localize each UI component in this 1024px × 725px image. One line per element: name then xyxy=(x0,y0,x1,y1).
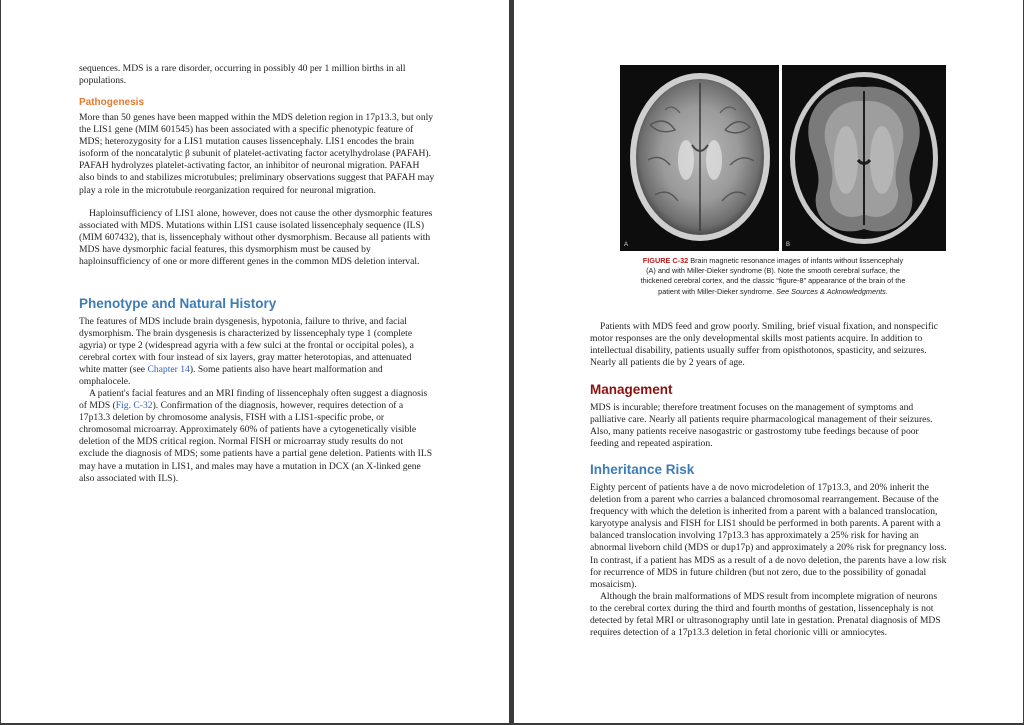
mri-lissencephaly-brain-graphic xyxy=(782,65,946,251)
figure-caption xyxy=(638,256,908,297)
intro-paragraph: sequences. MDS is a rare disorder, occurring in possibly 40 per 1 million births in all populations. xyxy=(79,63,406,87)
pathogenesis-heading: Pathogenesis xyxy=(79,97,145,108)
mri-normal-brain-graphic xyxy=(620,65,779,251)
figure-caption-label: FIGURE C-32 xyxy=(642,256,689,265)
phenotype-heading: Phenotype and Natural History xyxy=(79,296,277,311)
phenotype-p1-text-b: ). Some patients also have heart malformation and omphalocele. xyxy=(79,364,383,388)
mri-image-mds xyxy=(782,65,946,251)
figure-c32-link[interactable]: Fig. C-32 xyxy=(115,400,153,412)
right-page xyxy=(514,0,1023,723)
chapter-14-link[interactable]: Chapter 14 xyxy=(147,364,190,376)
inheritance-risk-heading: Inheritance Risk xyxy=(590,462,695,477)
phenotype-paragraph-2 xyxy=(79,388,435,485)
figure-caption-source: See Sources & Acknowledgments. xyxy=(776,286,888,296)
left-page xyxy=(1,0,509,723)
mri-image-normal xyxy=(620,65,779,251)
phenotype-continued-paragraph: Patients with MDS feed and grow poorly. Smiling, brief visual fixation, and nonspecific motor responses are the only developmental skills most patients acquire. In addition to intellectual disability, patients usually suffer from opisthotonos, spasticity, and seizures. Nearly all patients die by 2 years of age. xyxy=(590,321,939,369)
figure-caption-text: Brain magnetic resonance images of infants without lissencephaly (A) and with Miller-Dieker syndrome (B). Note the smooth cerebral surface, the thickened cerebral cortex, and the classic “figure-8” appearance of the brain of the patient with Miller-Dieker syndrome. xyxy=(640,256,906,296)
inheritance-paragraph-2: Although the brain malformations of MDS result from incomplete migration of neurons to the cerebral cortex during the third and fourth months of gestation, lissencephaly is not detected by fetal MRI or ultrasonography until late in gestation. Prenatal diagnosis of MDS requires detection of a 17p13.3 deletion in fetal chorionic villi or amniocytes. xyxy=(590,591,941,639)
management-heading: Management xyxy=(590,382,673,397)
phenotype-p2-text-b: ). Confirmation of the diagnosis, however, requires detection of a 17p13.3 deletion by chromosome analysis, FISH with a LIS1-specific probe, or chromosomal microarray. Approximately 60% of patients have a cytogenetically visible deletion of the MDS critical region. Normal FISH or microarray study results do not exclude the diagnosis of MDS; some patients have a partial gene deletion. Patients with ILS may have a mutation in LIS1, and males may have a mutation in DCX (an X-linked gene also associated with ILS). xyxy=(79,400,433,484)
mri-label-a: A xyxy=(624,242,629,248)
inheritance-paragraph-1: Eighty percent of patients have a de novo microdeletion of 17p13.3, and 20% inherit the deletion from a parent who carries a balanced chromosomal rearrangement. Because of the frequency with which the deletion is inherited from a parent with a balanced translocation, karyotype analysis and FISH for LIS1 should be performed in both parents. A parent with a balanced translocation involving 17p13.3 has approximately a 25% risk for having an abnormal liveborn child (MDS or dup17p) and approximately a 20% risk for pregnancy loss. In contrast, if a patient has MDS as a result of a de novo deletion, the parents have a low risk for recurrence of MDS in future children (but not zero, due to the possibility of gonadal mosaicism). xyxy=(590,482,947,590)
pathogenesis-paragraph-1: More than 50 genes have been mapped within the MDS deletion region in 17p13.3, but only the LIS1 gene (MIM 601545) has been associated with a specific phenotypic feature of MDS; heterozygosity for a LIS1 mutation causes lissencephaly. LIS1 encodes the brain isoform of the noncatalytic β subunit of platelet-activating factor acetylhydrolase (PAFAH). PAFAH hydrolyzes platelet-activating factor, an inhibitor of neuronal migration. PAFAH also binds to and stabilizes microtubules; preliminary observations suggest that PAFAH may play a role in the microtubule reorganization required for neuronal migration. xyxy=(79,112,435,196)
mri-label-b: B xyxy=(786,242,791,248)
phenotype-paragraph-1 xyxy=(79,316,435,389)
pathogenesis-paragraph-2: Haploinsufficiency of LIS1 alone, however, does not cause the other dysmorphic features associated with MDS. Mutations within LIS1 cause isolated lissencephaly sequence (ILS) (MIM 607432), that is, lissencephaly without other dysmorphism. Because all patients with MDS have dysmorphic facial features, this dysmorphism must be caused by haploinsufficiency of one or more different genes in the common MDS deletion interval. xyxy=(79,208,433,268)
management-paragraph: MDS is incurable; therefore treatment focuses on the management of symptoms and palliative care. Nearly all patients require pharmacological management of their seizures. Also, many patients receive nasogastric or gastrostomy tube feedings because of poor feeding and repeated aspiration. xyxy=(590,402,933,450)
phenotype-p1-text-a: The features of MDS include brain dysgenesis, hypotonia, failure to thrive, and facial dysmorphism. The brain dysgenesis is characterized by lissencephaly type 1 (complete agyria) or type 2 (widespread agyria with a few sulci at the frontal or occipital poles), a cerebral cortex with four instead of six layers, gray matter heterotopias, and attenuated white matter (see xyxy=(79,316,414,376)
phenotype-p2-text-a: A patient's facial features and an MRI finding of lissencephaly often suggest a diagnosis of MDS ( xyxy=(79,388,428,412)
